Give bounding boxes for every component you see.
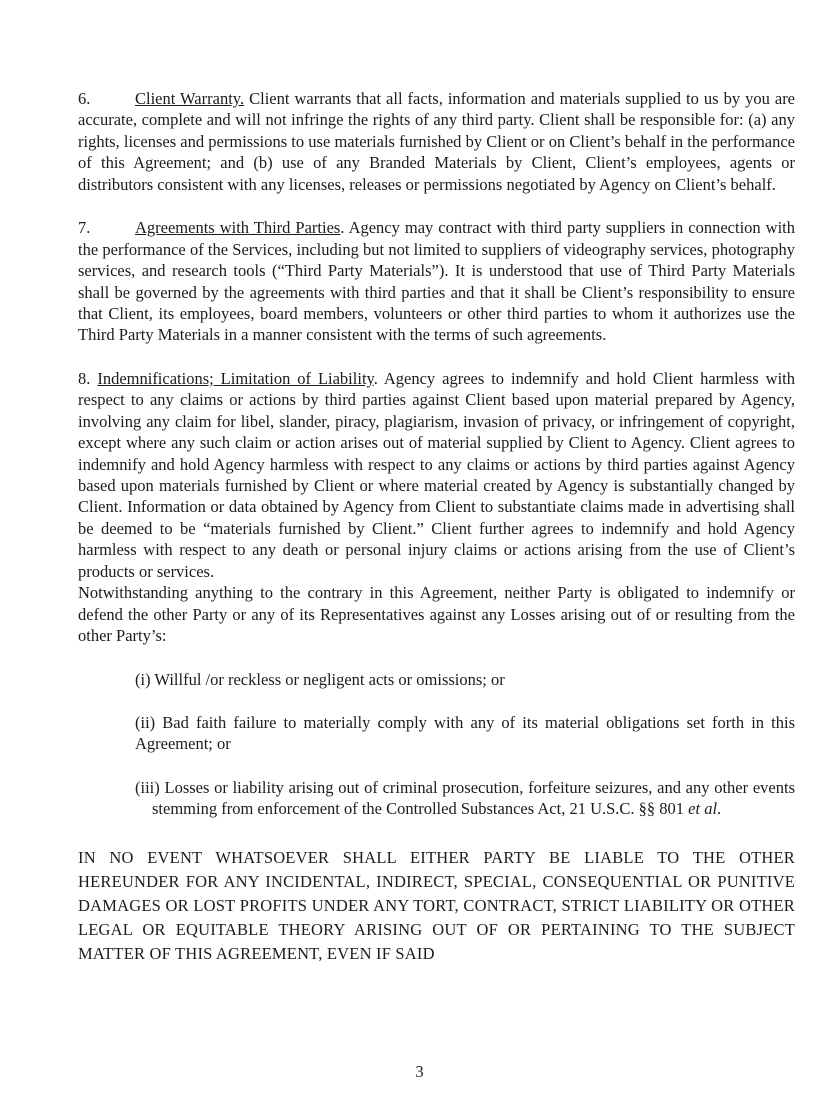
section-8-body: . Agency agrees to indemnify and hold Client harmless with respect to any claims or actions by third parties against Client based upon material prepared by Agency, involving any claim for libel, slander, piracy, plagiarism, invasion of privacy, or infringement of copyright, except where any such claim or action arises out of material supplied by Client to Agency. Client agrees to indemnify and hold Agency harmless with respect to any claims or actions by third parties against Agency based upon materials furnished by Client or where material created by Agency is substantially changed by Client. Information or data obtained by Agency from Client to substantiate claims made in advertising shall be deemed to be “materials furnished by Client.” Client further agrees to indemnify and hold Agency harmless with respect to any death or personal injury claims or actions arising from the use of Client’s products or services. — [78, 368, 795, 581]
list-item-i-text: Willful /or reckless or negligent acts or omissions; or — [154, 669, 505, 689]
list-item-iii — [135, 777, 795, 820]
section-8-continuation-paragraph — [78, 582, 795, 646]
section-7-number: 7. — [78, 218, 91, 238]
list-item-i — [135, 669, 795, 690]
list-item-ii — [135, 712, 795, 755]
section-8-continuation: Notwithstanding anything to the contrary in this Agreement, neither Party is obligated to indemnify or defend the other Party or any of its Representatives against any Losses arising out of or resulting from the other Party’s: — [78, 583, 795, 646]
limitation-caps-paragraph: IN NO EVENT WHATSOEVER SHALL EITHER PARTY BE LIABLE TO THE OTHER HEREUNDER FOR ANY INCIDENTAL, INDIRECT, SPECIAL, CONSEQUENTIAL OR PUNITIVE DAMAGES OR LOST PROFITS UNDER ANY TORT, CONTRACT, STRICT LIABILITY OR OTHER LEGAL OR EQUITABLE THEORY ARISING OUT OF OR PERTAINING TO THE SUBJECT MATTER OF THIS AGREEMENT, EVEN IF SAID — [78, 847, 795, 963]
section-6-body: Client warrants that all facts, information and materials supplied to us by you are accurate, complete and will not infringe the rights of any third party. Client shall be responsible for: (a) any rights, licenses and permissions to use materials furnished by Client or on Client’s behalf in the performance of this Agreement; and (b) use of any Branded Materials by Client, Client’s employees, agents or distributors consistent with any licenses, releases or permissions negotiated by Agency on Client’s behalf. — [78, 89, 796, 194]
section-7-body: . Agency may contract with third party suppliers in connection with the performance of the Services, including but not limited to suppliers of videography services, photography services, and research tools (“Third Party Materials”). It is understood that use of Third Party Materials shall be governed by the agreements with third parties and that it shall be Client’s responsibility to ensure that Client, its employees, board members, volunteers or other third parties to whom it authorizes use the Third Party Materials in a manner consistent with the terms of such agreements. — [78, 218, 795, 345]
section-8-number: 8. — [78, 368, 91, 388]
page-number: 3 — [415, 1062, 424, 1081]
section-6-paragraph — [78, 88, 795, 195]
section-7-paragraph — [78, 217, 795, 346]
list-item-ii-marker: (ii) — [135, 712, 156, 732]
section-7-title: Agreements with Third Parties — [135, 218, 341, 238]
list-item-iii-italic: et al — [688, 799, 718, 819]
section-6-title: Client Warranty. — [135, 89, 245, 108]
list-item-iii-marker: (iii) — [135, 777, 160, 797]
section-6-number: 6. — [78, 89, 91, 108]
section-8-paragraph — [78, 368, 795, 582]
list-item-i-marker: (i) — [135, 669, 151, 689]
list-item-iii-suffix: . — [717, 799, 722, 819]
list-item-iii-text: Losses or liability arising out of criminal prosecution, forfeiture seizures, and any other events stemming from enforcement of the Controlled Substances Act, 21 U.S.C. §§ 801 — [152, 777, 796, 819]
section-8-title: Indemnifications; Limitation of Liability — [97, 368, 374, 388]
list-item-ii-text: Bad faith failure to materially comply with any of its material obligations set forth in this Agreement; or — [135, 712, 796, 754]
